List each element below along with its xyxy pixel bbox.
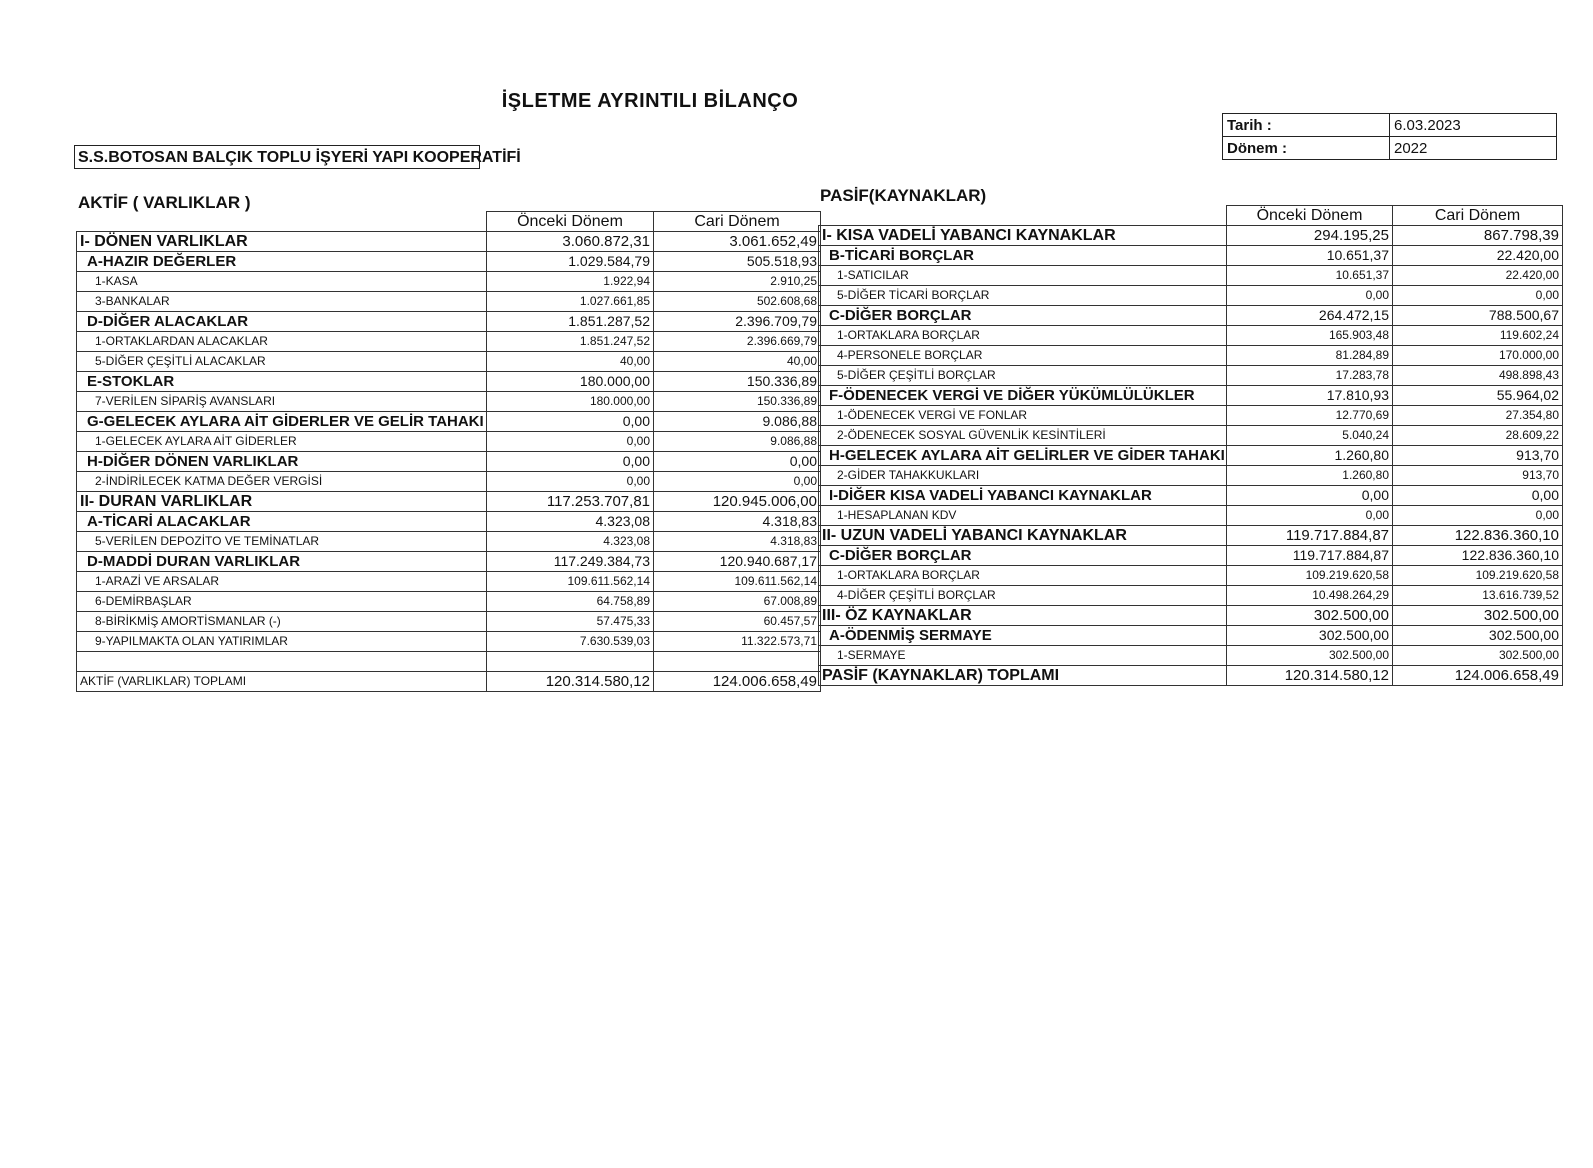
table-row bbox=[819, 526, 1563, 546]
curr-value: 109.219.620,58 bbox=[1393, 566, 1563, 586]
row-label: 1-SERMAYE bbox=[819, 646, 1227, 666]
curr-value: 0,00 bbox=[1393, 486, 1563, 506]
curr-value: 67.008,89 bbox=[654, 592, 821, 612]
total-prev: 120.314.580,12 bbox=[1227, 666, 1393, 686]
row-label: 1-ORTAKLARDAN ALACAKLAR bbox=[77, 332, 487, 352]
table-row bbox=[819, 226, 1563, 246]
table-row bbox=[819, 286, 1563, 306]
curr-value: 302.500,00 bbox=[1393, 646, 1563, 666]
curr-value: 150.336,89 bbox=[654, 372, 821, 392]
row-label: 2-İNDİRİLECEK KATMA DEĞER VERGİSİ bbox=[77, 472, 487, 492]
row-label: 5-DİĞER TİCARİ BORÇLAR bbox=[819, 286, 1227, 306]
table-row bbox=[819, 586, 1563, 606]
table-row bbox=[819, 506, 1563, 526]
prev-value: 0,00 bbox=[1227, 486, 1393, 506]
row-label: 8-BİRİKMİŞ AMORTİSMANLAR (-) bbox=[77, 612, 487, 632]
row-label: 5-DİĞER ÇEŞİTLİ BORÇLAR bbox=[819, 366, 1227, 386]
pasif-col-prev: Önceki Dönem bbox=[1227, 206, 1393, 226]
curr-value: 0,00 bbox=[654, 472, 821, 492]
pasif-header-row bbox=[819, 206, 1563, 226]
table-row bbox=[77, 252, 821, 272]
curr-value: 913,70 bbox=[1393, 466, 1563, 486]
prev-value: 0,00 bbox=[487, 452, 654, 472]
curr-value: 9.086,88 bbox=[654, 432, 821, 452]
curr-value: 0,00 bbox=[1393, 286, 1563, 306]
row-label: 1-KASA bbox=[77, 272, 487, 292]
row-label: 1-ORTAKLARA BORÇLAR bbox=[819, 326, 1227, 346]
aktif-section-title: AKTİF ( VARLIKLAR ) bbox=[78, 193, 251, 212]
curr-value: 498.898,43 bbox=[1393, 366, 1563, 386]
prev-value: 10.651,37 bbox=[1227, 246, 1393, 266]
table-row bbox=[77, 612, 821, 632]
curr-value: 119.602,24 bbox=[1393, 326, 1563, 346]
table-row bbox=[819, 426, 1563, 446]
prev-value: 109.219.620,58 bbox=[1227, 566, 1393, 586]
row-label: A-TİCARİ ALACAKLAR bbox=[77, 512, 487, 532]
row-label: I- KISA VADELİ YABANCI KAYNAKLAR bbox=[819, 226, 1227, 246]
curr-value: 150.336,89 bbox=[654, 392, 821, 412]
row-label: C-DİĞER BORÇLAR bbox=[819, 546, 1227, 566]
row-label: A-HAZIR DEĞERLER bbox=[77, 252, 487, 272]
period-row bbox=[1223, 137, 1557, 160]
row-label: II- UZUN VADELİ YABANCI KAYNAKLAR bbox=[819, 526, 1227, 546]
row-label: 2-ÖDENECEK SOSYAL GÜVENLİK KESİNTİLERİ bbox=[819, 426, 1227, 446]
prev-value: 119.717.884,87 bbox=[1227, 526, 1393, 546]
row-label: E-STOKLAR bbox=[77, 372, 487, 392]
curr-value: 913,70 bbox=[1393, 446, 1563, 466]
table-row bbox=[77, 352, 821, 372]
prev-value: 81.284,89 bbox=[1227, 346, 1393, 366]
table-row bbox=[77, 432, 821, 452]
table-row bbox=[819, 306, 1563, 326]
curr-value: 122.836.360,10 bbox=[1393, 546, 1563, 566]
aktif-col-prev: Önceki Dönem bbox=[487, 212, 654, 232]
total-curr: 124.006.658,49 bbox=[1393, 666, 1563, 686]
prev-value: 1.029.584,79 bbox=[487, 252, 654, 272]
prev-value: 117.253.707,81 bbox=[487, 492, 654, 512]
table-row bbox=[77, 372, 821, 392]
curr-value: 302.500,00 bbox=[1393, 626, 1563, 646]
prev-value: 1.260,80 bbox=[1227, 446, 1393, 466]
prev-value: 0,00 bbox=[487, 412, 654, 432]
date-row bbox=[1223, 114, 1557, 137]
prev-value: 0,00 bbox=[1227, 286, 1393, 306]
pasif-header-blank bbox=[819, 206, 1227, 226]
date-label: Tarih : bbox=[1223, 114, 1390, 137]
aktif-total-row bbox=[77, 671, 821, 691]
prev-value: 4.323,08 bbox=[487, 512, 654, 532]
prev-value: 17.810,93 bbox=[1227, 386, 1393, 406]
row-label: 5-VERİLEN DEPOZİTO VE TEMİNATLAR bbox=[77, 532, 487, 552]
row-label: 9-YAPILMAKTA OLAN YATIRIMLAR bbox=[77, 632, 487, 652]
row-label: 5-DİĞER ÇEŞİTLİ ALACAKLAR bbox=[77, 352, 487, 372]
row-label: I-DİĞER KISA VADELİ YABANCI KAYNAKLAR bbox=[819, 486, 1227, 506]
aktif-header-blank bbox=[77, 212, 487, 232]
curr-value: 302.500,00 bbox=[1393, 606, 1563, 626]
row-label: III- ÖZ KAYNAKLAR bbox=[819, 606, 1227, 626]
curr-value: 11.322.573,71 bbox=[654, 632, 821, 652]
row-label: H-GELECEK AYLARA AİT GELİRLER VE GİDER TAHAKI bbox=[819, 446, 1227, 466]
curr-value: 4.318,83 bbox=[654, 532, 821, 552]
row-label: H-DİĞER DÖNEN VARLIKLAR bbox=[77, 452, 487, 472]
aktif-header-row bbox=[77, 212, 821, 232]
table-row bbox=[77, 292, 821, 312]
total-curr: 124.006.658,49 bbox=[654, 671, 821, 691]
row-label: G-GELECEK AYLARA AİT GİDERLER VE GELİR TAHAKI bbox=[77, 412, 487, 432]
row-label: 6-DEMİRBAŞLAR bbox=[77, 592, 487, 612]
prev-value: 165.903,48 bbox=[1227, 326, 1393, 346]
curr-value: 788.500,67 bbox=[1393, 306, 1563, 326]
table-row bbox=[819, 646, 1563, 666]
blank-cell bbox=[77, 652, 487, 672]
row-label: 2-GİDER TAHAKKUKLARI bbox=[819, 466, 1227, 486]
row-label: 4-PERSONELE BORÇLAR bbox=[819, 346, 1227, 366]
total-prev: 120.314.580,12 bbox=[487, 671, 654, 691]
row-label: C-DİĞER BORÇLAR bbox=[819, 306, 1227, 326]
table-row bbox=[77, 312, 821, 332]
table-row bbox=[819, 546, 1563, 566]
row-label: 4-DİĞER ÇEŞİTLİ BORÇLAR bbox=[819, 586, 1227, 606]
period-label: Dönem : bbox=[1223, 137, 1390, 160]
table-row bbox=[77, 532, 821, 552]
curr-value: 22.420,00 bbox=[1393, 246, 1563, 266]
curr-value: 120.945.006,00 bbox=[654, 492, 821, 512]
total-label: AKTİF (VARLIKLAR) TOPLAMI bbox=[77, 671, 487, 691]
table-row bbox=[77, 592, 821, 612]
date-period-table bbox=[1222, 113, 1557, 160]
prev-value: 180.000,00 bbox=[487, 372, 654, 392]
curr-value: 502.608,68 bbox=[654, 292, 821, 312]
table-row bbox=[819, 386, 1563, 406]
date-value: 6.03.2023 bbox=[1390, 114, 1557, 137]
curr-value: 2.396.669,79 bbox=[654, 332, 821, 352]
curr-value: 2.910,25 bbox=[654, 272, 821, 292]
prev-value: 1.851.247,52 bbox=[487, 332, 654, 352]
table-row bbox=[77, 572, 821, 592]
row-label: D-MADDİ DURAN VARLIKLAR bbox=[77, 552, 487, 572]
prev-value: 1.851.287,52 bbox=[487, 312, 654, 332]
prev-value: 64.758,89 bbox=[487, 592, 654, 612]
prev-value: 264.472,15 bbox=[1227, 306, 1393, 326]
row-label: 1-GELECEK AYLARA AİT GİDERLER bbox=[77, 432, 487, 452]
table-row bbox=[819, 346, 1563, 366]
table-row bbox=[819, 626, 1563, 646]
prev-value: 302.500,00 bbox=[1227, 606, 1393, 626]
prev-value: 1.027.661,85 bbox=[487, 292, 654, 312]
prev-value: 302.500,00 bbox=[1227, 646, 1393, 666]
table-row bbox=[819, 266, 1563, 286]
prev-value: 40,00 bbox=[487, 352, 654, 372]
table-row bbox=[819, 406, 1563, 426]
curr-value: 867.798,39 bbox=[1393, 226, 1563, 246]
curr-value: 2.396.709,79 bbox=[654, 312, 821, 332]
prev-value: 0,00 bbox=[487, 472, 654, 492]
curr-value: 27.354,80 bbox=[1393, 406, 1563, 426]
prev-value: 3.060.872,31 bbox=[487, 232, 654, 252]
curr-value: 28.609,22 bbox=[1393, 426, 1563, 446]
table-row bbox=[77, 552, 821, 572]
pasif-total-row bbox=[819, 666, 1563, 686]
prev-value: 4.323,08 bbox=[487, 532, 654, 552]
company-name: S.S.BOTOSAN BALÇIK TOPLU İŞYERİ YAPI KOOPERATİFİ bbox=[74, 145, 480, 169]
period-value: 2022 bbox=[1390, 137, 1557, 160]
table-row bbox=[77, 392, 821, 412]
blank-cell bbox=[487, 652, 654, 672]
curr-value: 122.836.360,10 bbox=[1393, 526, 1563, 546]
prev-value: 180.000,00 bbox=[487, 392, 654, 412]
prev-value: 1.260,80 bbox=[1227, 466, 1393, 486]
prev-value: 109.611.562,14 bbox=[487, 572, 654, 592]
row-label: B-TİCARİ BORÇLAR bbox=[819, 246, 1227, 266]
blank-cell bbox=[654, 652, 821, 672]
table-row bbox=[819, 326, 1563, 346]
row-label: A-ÖDENMİŞ SERMAYE bbox=[819, 626, 1227, 646]
table-row bbox=[819, 246, 1563, 266]
row-label: 7-VERİLEN SİPARİŞ AVANSLARI bbox=[77, 392, 487, 412]
curr-value: 13.616.739,52 bbox=[1393, 586, 1563, 606]
curr-value: 0,00 bbox=[1393, 506, 1563, 526]
row-label: 1-ORTAKLARA BORÇLAR bbox=[819, 566, 1227, 586]
pasif-section-title: PASİF(KAYNAKLAR) bbox=[820, 186, 987, 205]
document-title: İŞLETME AYRINTILI BİLANÇO bbox=[501, 90, 799, 112]
table-row bbox=[77, 632, 821, 652]
table-row bbox=[77, 512, 821, 532]
table-row bbox=[819, 366, 1563, 386]
prev-value: 10.498.264,29 bbox=[1227, 586, 1393, 606]
prev-value: 5.040,24 bbox=[1227, 426, 1393, 446]
curr-value: 109.611.562,14 bbox=[654, 572, 821, 592]
curr-value: 4.318,83 bbox=[654, 512, 821, 532]
row-label: 1-HESAPLANAN KDV bbox=[819, 506, 1227, 526]
total-label: PASİF (KAYNAKLAR) TOPLAMI bbox=[819, 666, 1227, 686]
prev-value: 0,00 bbox=[487, 432, 654, 452]
curr-value: 505.518,93 bbox=[654, 252, 821, 272]
prev-value: 10.651,37 bbox=[1227, 266, 1393, 286]
prev-value: 117.249.384,73 bbox=[487, 552, 654, 572]
curr-value: 170.000,00 bbox=[1393, 346, 1563, 366]
table-row bbox=[77, 232, 821, 252]
table-row bbox=[819, 486, 1563, 506]
table-row bbox=[819, 466, 1563, 486]
row-label: 1-SATICILAR bbox=[819, 266, 1227, 286]
blank-row bbox=[77, 652, 821, 672]
curr-value: 60.457,57 bbox=[654, 612, 821, 632]
curr-value: 55.964,02 bbox=[1393, 386, 1563, 406]
table-row bbox=[77, 332, 821, 352]
prev-value: 17.283,78 bbox=[1227, 366, 1393, 386]
prev-value: 119.717.884,87 bbox=[1227, 546, 1393, 566]
row-label: II- DURAN VARLIKLAR bbox=[77, 492, 487, 512]
aktif-col-curr: Cari Dönem bbox=[654, 212, 821, 232]
row-label: 1-ARAZİ VE ARSALAR bbox=[77, 572, 487, 592]
prev-value: 57.475,33 bbox=[487, 612, 654, 632]
row-label: F-ÖDENECEK VERGİ VE DİĞER YÜKÜMLÜLÜKLER bbox=[819, 386, 1227, 406]
prev-value: 294.195,25 bbox=[1227, 226, 1393, 246]
pasif-table bbox=[818, 205, 1563, 686]
table-row bbox=[77, 472, 821, 492]
prev-value: 1.922,94 bbox=[487, 272, 654, 292]
table-row bbox=[77, 452, 821, 472]
table-row bbox=[77, 412, 821, 432]
curr-value: 3.061.652,49 bbox=[654, 232, 821, 252]
table-row bbox=[819, 446, 1563, 466]
prev-value: 12.770,69 bbox=[1227, 406, 1393, 426]
curr-value: 120.940.687,17 bbox=[654, 552, 821, 572]
curr-value: 9.086,88 bbox=[654, 412, 821, 432]
prev-value: 0,00 bbox=[1227, 506, 1393, 526]
aktif-table bbox=[76, 211, 821, 692]
row-label: D-DİĞER ALACAKLAR bbox=[77, 312, 487, 332]
curr-value: 22.420,00 bbox=[1393, 266, 1563, 286]
table-row bbox=[77, 272, 821, 292]
curr-value: 40,00 bbox=[654, 352, 821, 372]
curr-value: 0,00 bbox=[654, 452, 821, 472]
row-label: 1-ÖDENECEK VERGİ VE FONLAR bbox=[819, 406, 1227, 426]
table-row bbox=[819, 606, 1563, 626]
prev-value: 7.630.539,03 bbox=[487, 632, 654, 652]
row-label: I- DÖNEN VARLIKLAR bbox=[77, 232, 487, 252]
prev-value: 302.500,00 bbox=[1227, 626, 1393, 646]
row-label: 3-BANKALAR bbox=[77, 292, 487, 312]
pasif-col-curr: Cari Dönem bbox=[1393, 206, 1563, 226]
table-row bbox=[819, 566, 1563, 586]
table-row bbox=[77, 492, 821, 512]
